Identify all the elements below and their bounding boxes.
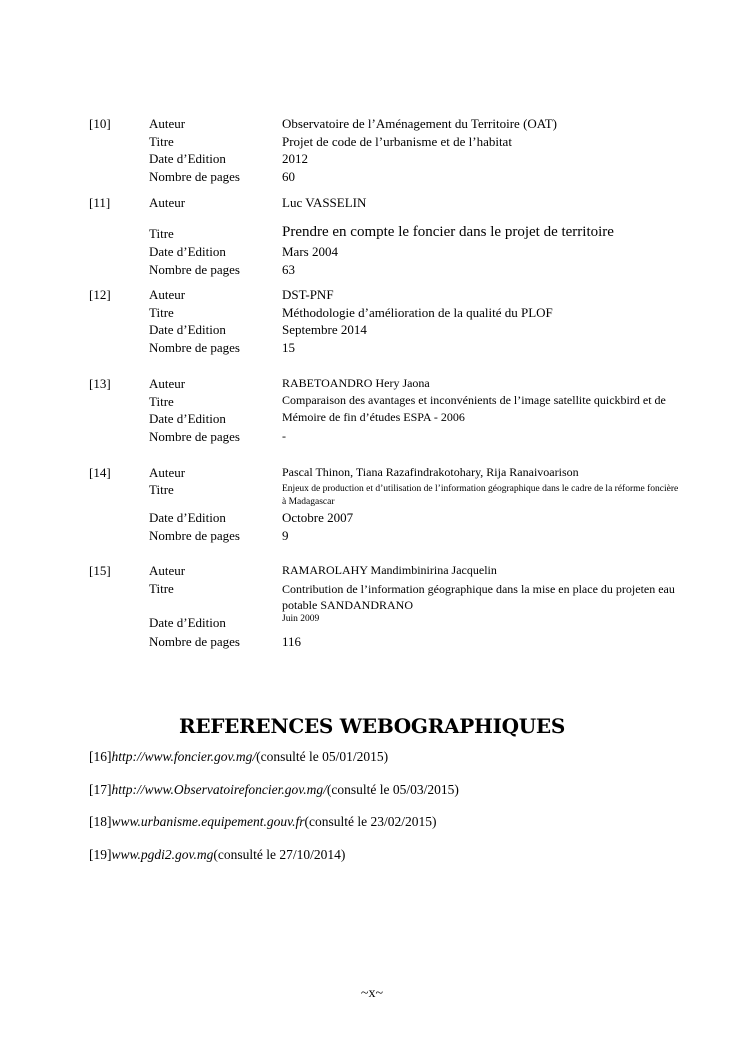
web-reference-note: (consulté le 05/01/2015) (256, 749, 389, 764)
field-value: Septembre 2014 (282, 322, 367, 337)
web-reference-number: [19] (89, 847, 112, 862)
field-value: 9 (282, 528, 289, 543)
field-label: Titre (149, 482, 174, 497)
field-label: Auteur (149, 563, 186, 578)
field-label: Nombre de pages (149, 528, 240, 543)
field-label: Auteur (149, 195, 186, 210)
field-label: Titre (149, 226, 174, 241)
page-number: ~x~ (360, 986, 384, 1001)
reference-number: [10] (89, 116, 111, 131)
field-value: Enjeux de production et d’utilisation de l’information géographique dans le cadre de la réforme foncière à Madagascar (282, 484, 679, 507)
field-value: 2012 (282, 151, 308, 166)
field-value: 60 (282, 169, 295, 184)
field-value: Mémoire de fin d’études ESPA - 2006 (282, 410, 465, 424)
field-label: Date d’Edition (149, 322, 226, 337)
field-label: Titre (149, 581, 174, 596)
web-reference-16 (89, 749, 388, 765)
field-value: Contribution de l’information géographique dans la mise en place du projeten eau potable SANDANDRANO (282, 582, 675, 612)
field-value: Octobre 2007 (282, 510, 354, 525)
reference-number: [14] (89, 465, 111, 480)
field-value: - (282, 429, 286, 443)
web-reference-number: [17] (89, 782, 112, 797)
field-value: Prendre en compte le foncier dans le projet de territoire (282, 224, 614, 240)
web-reference-url[interactable]: www.pgdi2.gov.mg (111, 847, 214, 862)
field-label: Auteur (149, 465, 186, 480)
web-reference-18 (89, 814, 436, 830)
field-value: Mars 2004 (282, 244, 338, 259)
web-reference-url[interactable]: http://www.foncier.gov.mg/ (111, 749, 257, 764)
reference-number: [15] (89, 563, 111, 578)
reference-number: [12] (89, 287, 111, 302)
field-value: 116 (282, 634, 302, 649)
web-reference-note: (consulté le 05/03/2015) (326, 782, 459, 797)
section-heading: REFERENCES WEBOGRAPHIQUES (179, 714, 565, 738)
field-value: Observatoire de l’Aménagement du Territoire (OAT) (282, 116, 557, 131)
field-value: Méthodologie d’amélioration de la qualité du PLOF (282, 305, 553, 320)
field-value: 15 (282, 340, 295, 355)
reference-number: [13] (89, 376, 111, 391)
field-label: Auteur (149, 287, 186, 302)
field-label: Nombre de pages (149, 634, 240, 649)
field-value: 63 (282, 262, 295, 277)
web-reference-19 (89, 847, 345, 863)
web-reference-note: (consulté le 23/02/2015) (304, 814, 437, 829)
field-value: DST-PNF (282, 287, 334, 302)
field-value: Luc VASSELIN (282, 195, 367, 210)
web-reference-url[interactable]: www.urbanisme.equipement.gouv.fr (111, 814, 305, 829)
field-label: Titre (149, 134, 174, 149)
field-label: Date d’Edition (149, 244, 226, 259)
field-value: RAMAROLAHY Mandimbinirina Jacquelin (282, 563, 497, 577)
field-label: Auteur (149, 376, 186, 391)
web-reference-number: [16] (89, 749, 112, 764)
field-label: Titre (149, 305, 174, 320)
web-reference-note: (consulté le 27/10/2014) (213, 847, 346, 862)
field-label: Nombre de pages (149, 262, 240, 277)
field-value: Projet de code de l’urbanisme et de l’habitat (282, 134, 512, 149)
reference-number: [11] (89, 195, 111, 210)
web-reference-17 (89, 782, 459, 798)
web-reference-number: [18] (89, 814, 112, 829)
field-label: Titre (149, 394, 174, 409)
field-label: Date d’Edition (149, 411, 226, 426)
field-label: Date d’Edition (149, 151, 226, 166)
field-label: Nombre de pages (149, 429, 240, 444)
web-reference-url[interactable]: http://www.Observatoirefoncier.gov.mg/ (111, 782, 327, 797)
field-label: Date d’Edition (149, 510, 226, 525)
field-value: Juin 2009 (282, 614, 320, 624)
field-label: Nombre de pages (149, 340, 240, 355)
field-label: Date d’Edition (149, 615, 226, 630)
field-label: Nombre de pages (149, 169, 240, 184)
field-value: Comparaison des avantages et inconvénients de l’image satellite quickbird et de (282, 393, 666, 407)
field-value: Pascal Thinon, Tiana Razafindrakotohary, Rija Ranaivoarison (282, 465, 579, 479)
field-label: Auteur (149, 116, 186, 131)
field-value: RABETOANDRO Hery Jaona (282, 376, 430, 390)
